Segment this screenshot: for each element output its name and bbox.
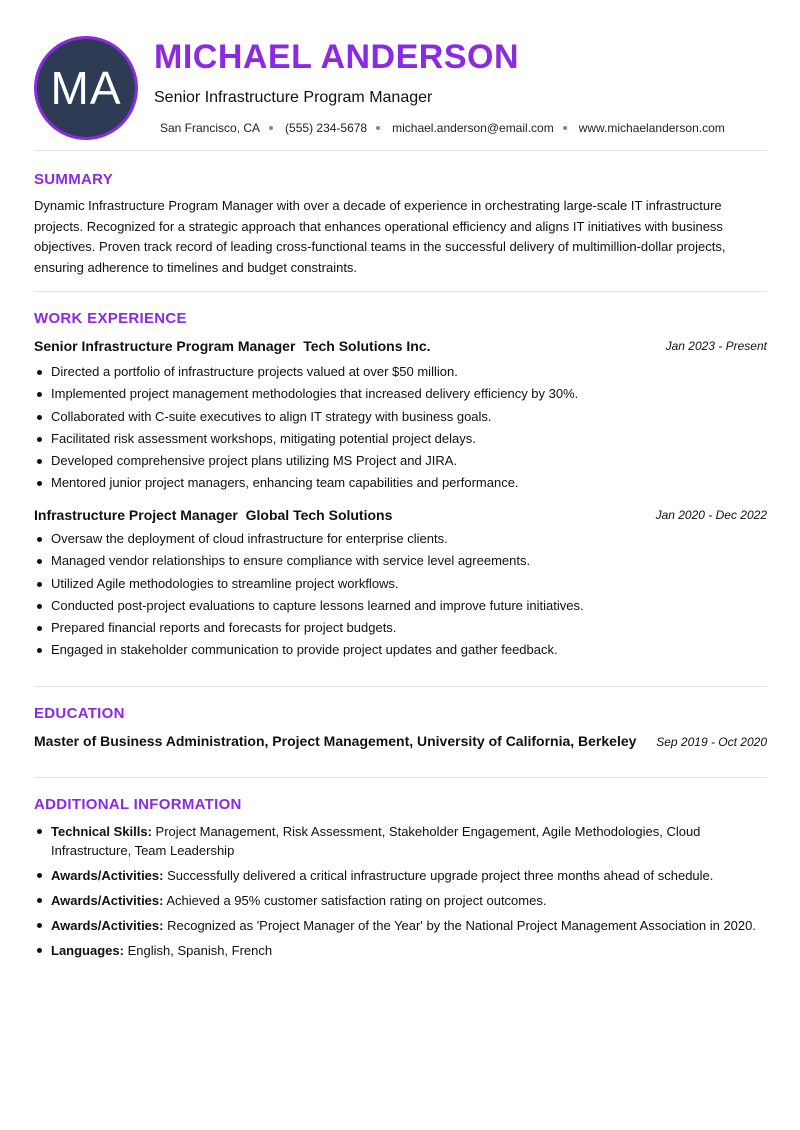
item-label: Technical Skills:	[51, 824, 152, 839]
list-item: Implemented project management methodologies that increased delivery efficiency by 30%.	[34, 385, 767, 407]
candidate-title: Senior Infrastructure Program Manager	[154, 89, 433, 106]
contact-location: San Francisco, CA	[160, 121, 261, 135]
additional-info-heading: ADDITIONAL INFORMATION	[34, 796, 242, 813]
education-heading: EDUCATION	[34, 705, 125, 722]
list-item: Conducted post-project evaluations to capture lessons learned and improve future initiatives.	[34, 597, 767, 619]
job-company: Tech Solutions Inc.	[303, 338, 431, 354]
section-divider	[34, 150, 767, 151]
avatar-initials: MA	[50, 62, 122, 114]
job-dates: Jan 2020 - Dec 2022	[655, 508, 767, 522]
section-divider	[34, 686, 767, 687]
job-role: Senior Infrastructure Program Manager	[34, 338, 296, 354]
avatar	[34, 36, 138, 140]
job-title-line	[34, 338, 431, 354]
item-label: Awards/Activities:	[51, 893, 164, 908]
list-item	[34, 941, 767, 960]
education-degree: Master of Business Administration, Project Management, University of California, Berkeley	[34, 733, 637, 749]
list-item: Directed a portfolio of infrastructure projects valued at over $50 million.	[34, 363, 767, 385]
job-dates: Jan 2023 - Present	[665, 339, 767, 353]
job-bullet-list	[34, 363, 767, 497]
list-item: Collaborated with C-suite executives to align IT strategy with business goals.	[34, 408, 767, 430]
item-label: Awards/Activities:	[51, 918, 164, 933]
job-title-line	[34, 507, 392, 523]
list-item: Managed vendor relationships to ensure compliance with service level agreements.	[34, 552, 767, 574]
list-item	[34, 866, 767, 885]
job-company: Global Tech Solutions	[245, 507, 393, 523]
section-divider	[34, 291, 767, 292]
item-label: Languages:	[51, 943, 124, 958]
job-role: Infrastructure Project Manager	[34, 507, 238, 523]
candidate-name: MICHAEL ANDERSON	[154, 38, 520, 76]
item-text: Achieved a 95% customer satisfaction rating on project outcomes.	[166, 893, 547, 908]
education-dates: Sep 2019 - Oct 2020	[656, 735, 767, 749]
item-label: Awards/Activities:	[51, 868, 164, 883]
resume-header	[0, 0, 800, 150]
section-divider	[34, 777, 767, 778]
list-item: Utilized Agile methodologies to streamline project workflows.	[34, 575, 767, 597]
separator-dot	[376, 126, 380, 130]
item-text: Successfully delivered a critical infrastructure upgrade project three months ahead of schedule.	[167, 868, 714, 883]
work-experience-heading: WORK EXPERIENCE	[34, 310, 187, 327]
list-item: Prepared financial reports and forecasts for project budgets.	[34, 619, 767, 641]
job-header	[34, 507, 767, 525]
list-item: Developed comprehensive project plans utilizing MS Project and JIRA.	[34, 452, 767, 474]
education-entry	[34, 733, 767, 753]
list-item	[34, 916, 767, 935]
separator-dot	[563, 126, 567, 130]
separator-dot	[269, 126, 273, 130]
list-item: Facilitated risk assessment workshops, mitigating potential project delays.	[34, 430, 767, 452]
additional-info-list	[34, 822, 767, 966]
contact-email[interactable]: michael.anderson@email.com	[392, 121, 554, 135]
item-text: Project Management, Risk Assessment, Stakeholder Engagement, Agile Methodologies, Cloud Infrastructure, Team Leadership	[51, 824, 701, 858]
summary-heading: SUMMARY	[34, 171, 114, 188]
contact-phone: (555) 234-5678	[285, 121, 368, 135]
contact-line	[160, 121, 725, 135]
job-header	[34, 338, 767, 356]
list-item: Oversaw the deployment of cloud infrastructure for enterprise clients.	[34, 530, 767, 552]
list-item	[34, 822, 767, 860]
list-item: Mentored junior project managers, enhancing team capabilities and performance.	[34, 474, 767, 496]
job-bullet-list	[34, 530, 767, 664]
item-text: Recognized as 'Project Manager of the Year' by the National Project Management Association in 2020.	[167, 918, 756, 933]
contact-website[interactable]: www.michaelanderson.com	[578, 121, 725, 135]
item-text: English, Spanish, French	[127, 943, 273, 958]
summary-text: Dynamic Infrastructure Program Manager with over a decade of experience in orchestrating large-scale IT infrastructure projects. Recognized for a strategic approach that enhances operational efficiency and aligns IT initiatives with business objectives. Proven track record of leading cross-functional teams in the successful delivery of multimillion-dollar projects, ensuring adherence to timelines and budget constraints.	[34, 198, 726, 275]
list-item: Engaged in stakeholder communication to provide project updates and gather feedback.	[34, 641, 767, 663]
list-item	[34, 891, 767, 910]
